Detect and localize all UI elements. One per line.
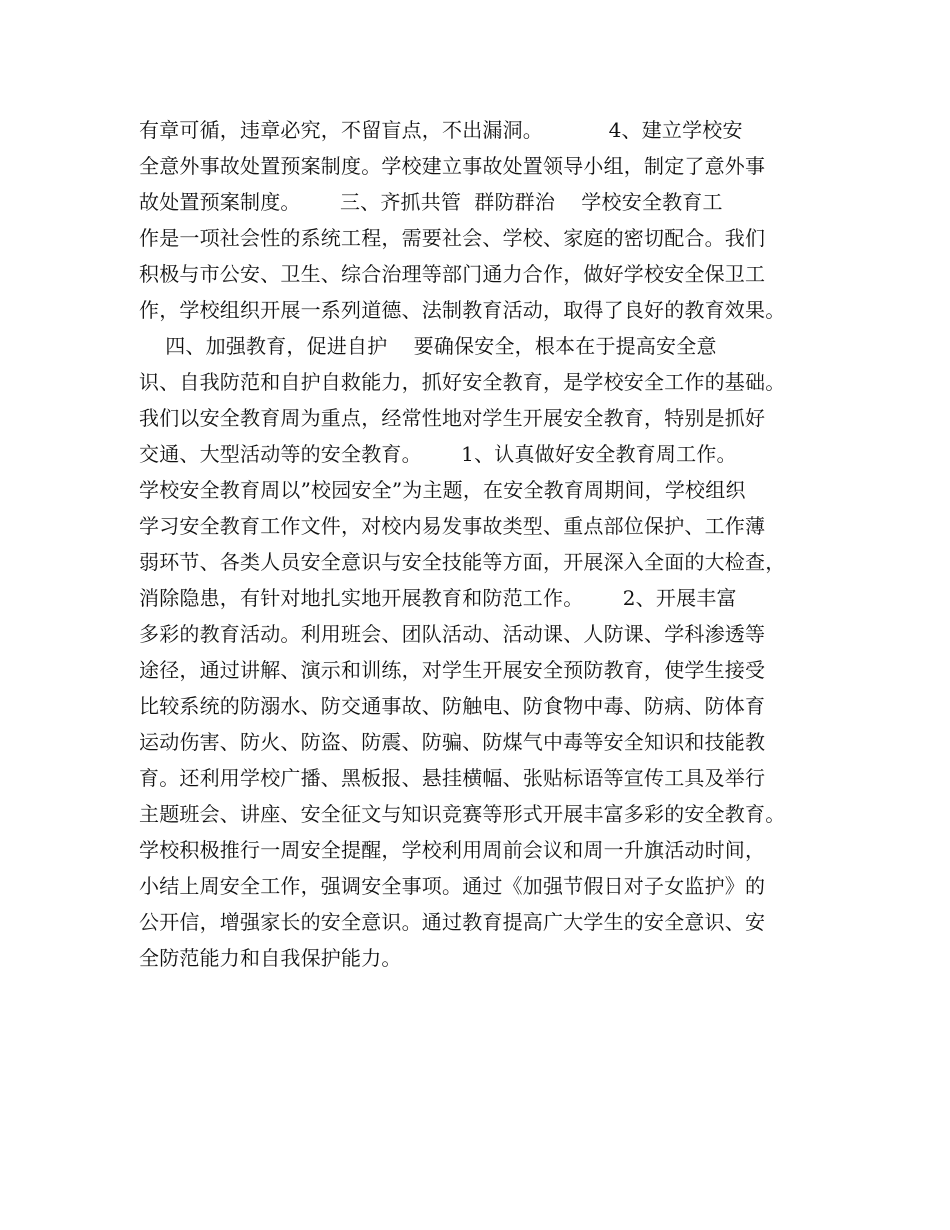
text-line: 弱环节、各类人员安全意识与安全技能等方面，开展深入全面的大检查， [139, 550, 786, 574]
text-line: 积极与市公安、卫生、综合治理等部门通力合作，做好学校安全保卫工 [139, 262, 766, 286]
text-line: 交通、大型活动等的安全教育。 1、认真做好安全教育周工作。 [139, 442, 737, 466]
text-line: 四、加强教育，促进自护 要确保安全，根本在于提高安全意 [139, 334, 717, 358]
text-line: 全防范能力和自我保护能力。 [139, 946, 402, 970]
text-line: 我们以安全教育周为重点，经常性地对学生开展安全教育，特别是抓好 [139, 406, 766, 430]
text-line: 作是一项社会性的系统工程，需要社会、学校、家庭的密切配合。我们 [139, 226, 766, 250]
text-line: 故处置预案制度。 三、齐抓共管 群防群治 学校安全教育工 [139, 190, 723, 214]
text-line: 学习安全教育工作文件，对校内易发事故类型、重点部位保护、工作薄 [139, 514, 766, 538]
text-line: 运动伤害、防火、防盗、防震、防骗、防煤气中毒等安全知识和技能教 [139, 730, 766, 754]
text-line: 作，学校组织开展一系列道德、法制教育活动，取得了良好的教育效果。 [139, 298, 786, 322]
text-line: 识、自我防范和自护自救能力，抓好安全教育，是学校安全工作的基础。 [139, 370, 786, 394]
text-line: 学校积极推行一周安全提醒，学校利用周前会议和周一升旗活动时间， [139, 838, 766, 862]
text-line: 学校安全教育周以”校园安全”为主题，在安全教育周期间，学校组织 [139, 478, 746, 502]
text-line: 公开信，增强家长的安全意识。通过教育提高广大学生的安全意识、安 [139, 910, 766, 934]
text-line: 主题班会、讲座、安全征文与知识竞赛等形式开展丰富多彩的安全教育。 [139, 802, 786, 826]
text-line: 多彩的教育活动。利用班会、团队活动、活动课、人防课、学科渗透等 [139, 622, 766, 646]
text-line: 途径，通过讲解、演示和训练，对学生开展安全预防教育，使学生接受 [139, 658, 766, 682]
text-line: 全意外事故处置预案制度。学校建立事故处置领导小组，制定了意外事 [139, 154, 766, 178]
text-line: 比较系统的防溺水、防交通事故、防触电、防食物中毒、防病、防体育 [139, 694, 766, 718]
text-line: 消除隐患，有针对地扎实地开展教育和防范工作。 2、开展丰富 [139, 586, 737, 610]
body-text [139, 112, 839, 976]
text-line: 有章可循，违章必究，不留盲点，不出漏洞。 4、建立学校安 [139, 118, 743, 142]
text-line: 育。还利用学校广播、黑板报、悬挂横幅、张贴标语等宣传工具及举行 [139, 766, 766, 790]
text-line: 小结上周安全工作，强调安全事项。通过《加强节假日对子女监护》的 [139, 874, 766, 898]
